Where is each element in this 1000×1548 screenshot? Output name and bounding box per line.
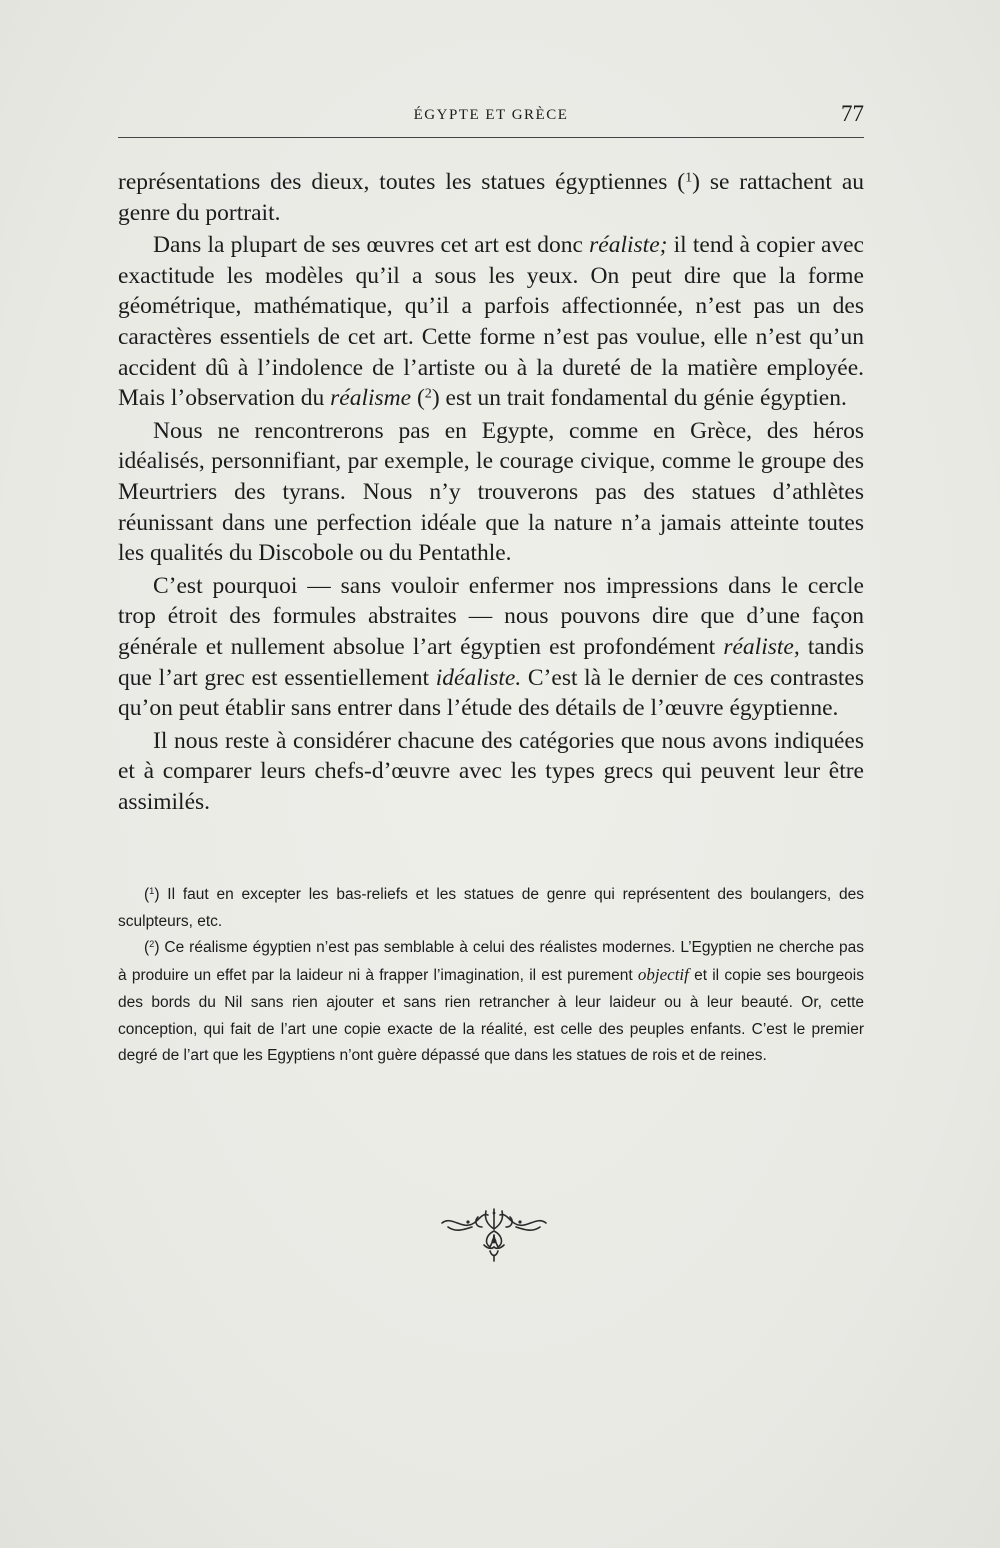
paragraph-2-text-end: ) est un trait fondamental du génie égyptien. [431,385,847,412]
header-rule [118,137,864,138]
footnote-ref-1: 1 [685,169,693,186]
floral-tailpiece-ornament-icon [438,1205,550,1265]
paragraph-5: Il nous reste à considérer chacune des catégories que nous avons indiquées et à comparer leurs chefs-d’œuvre avec les types grecs qui peuvent leur être assimilés. [118,727,864,815]
paragraph-2-emphasis-realiste: réaliste; [589,232,668,259]
paragraph-2-text-mid: il tend à copier avec exactitude les modèles qu’il a sous les yeux. On peut dire que la forme géométrique, mathématique, qu’il a parfois affectionnée, n’est pas un des caractères essentiels de cet art. Cette forme n’est pas voulue, elle n’est qu’un accident dû à l’indolence de l’artiste ou à la dureté de la matière employée. Mais l’observation du [118,232,864,412]
footnote-2-text: Ce réalisme égyptien n’est pas semblable à celui des réalistes modernes. L’Egyptien ne cherche pas à produire un effet par la laideur ni à frapper l’imagination, il est purement [118,939,864,985]
paragraph-1 [118,167,864,228]
paragraph-4-emphasis-idealiste: idéaliste. [435,664,522,691]
paragraph-3: Nous ne rencontrerons pas en Egypte, comme en Grèce, des héros idéalisés, personnifiant, par exemple, le courage civique, comme le groupe des Meurtriers des tyrans. Nous n’y trouverons pas des statues d’athlètes réunissant dans une perfection idéale que la nature n’a jamais atteinte toutes les qualités du Discobole ou du Pentathle. [118,417,864,567]
running-head [118,101,864,131]
footnote-2-mark: 2 [149,939,155,950]
body-text [118,167,864,817]
paragraph-2-paren-open: ( [411,385,425,412]
paragraph-1-text: représentations des dieux, toutes les statues égyptiennes ( [118,169,686,195]
footnote-ref-2: 2 [424,385,432,402]
footnote-1-mark: 1 [149,885,155,896]
footnote-2: ($^2$) Ce réalisme égyptien n’est pas semblable à celui des réalistes modernes. L’Egyptien ne cherche pas à produire un effet par la laideur ni à frapper l’imagination, il est purement objectif et il copie ses bourgeois des bords du Nil sans rien ajouter et sans rien retrancher à leur laideur ou à leur beauté. Or, cette conception, qui fait de l’art une copie exacte de la réalité, est celle des peuples enfants. C’est le premier degré de l’art que les Egyptiens n’ont guère dépassé que dans les statues de rois et de reines. [118,939,865,1065]
footnotes [118,882,864,1070]
footnote-1-text: Il faut en excepter les bas-reliefs et les statues de genre qui représentent des boulangers, des sculpteurs, etc. [118,886,864,930]
paragraph-4-text-end: C’est là le dernier de ces contrastes qu’on peut établir sans entrer dans l’étude des détails de l’œuvre égyptienne. [118,664,864,722]
paragraph-4 [118,571,864,724]
paragraph-1-text-end: ) se rattachent au genre du portrait. [118,169,864,226]
page-number: 77 [841,101,864,126]
running-title: ÉGYPTE ET GRÈCE [413,107,569,123]
footnote-2-text-end: et il copie ses bourgeois des bords du Nil sans rien ajouter et sans rien retrancher à leur laideur ou à leur beauté. Or, cette conception, qui fait de l’art une copie exacte de la réalité, est celle des peuples enfants. C’est le premier degré de l’art que les Egyptiens n’ont guère dépassé que dans les statues de rois et de reines. [118,967,865,1065]
paragraph-2-text: Dans la plupart de ses œuvres cet art est donc [153,232,590,259]
footnote-2-emphasis-objectif: objectif [637,965,689,985]
paragraph-4-emphasis-realiste: réaliste, [723,633,800,660]
paragraph-4-text: C’est pourquoi — sans vouloir enfermer nos impressions dans le cercle trop étroit des formules abstraites — nous pouvons dire que d’une façon générale et nullement absolue l’art égyptien est profondément [118,572,864,660]
paragraph-2-emphasis-realisme: réalisme [330,385,412,412]
paragraph-2 [118,230,864,414]
footnote-1: ($^1$) Il faut en excepter les bas-reliefs et les statues de genre qui représentent des boulangers, des sculpteurs, etc. [118,885,864,930]
paragraph-4-text-mid: tandis que l’art grec est essentiellement [118,633,864,691]
